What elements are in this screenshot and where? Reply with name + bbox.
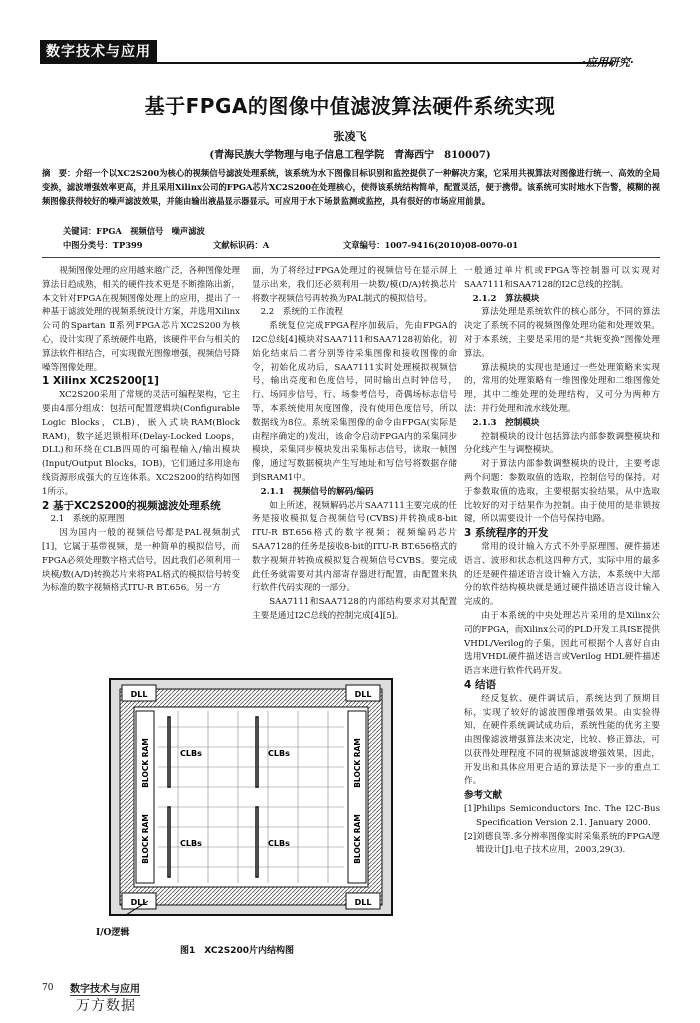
clc-number: 中图分类号：TP399 xyxy=(63,240,143,250)
references-heading: 参考文献 xyxy=(464,790,503,802)
section-heading-3: 3 系统程序的开发 xyxy=(464,527,549,540)
abstract: 摘 要：介绍一个以XC2S200为核心的视频信号滤波处理系统，该系统为水下图像目标识别和监控提供了一种解决方案，它采用共视算法对图像进行统一、高效的全局变换，滤波增强效率更高，并且采用Xilinx公司的FPGA芯片XC2S200在处理核心，使得该系统结构简单，配置灵活，便于携带。该系统可实时地水下告警，模糊的视频图像获得较好的噪声滤波效果，并能由输出液晶显示器显示。可应用于水下场景监测或监控，具有很好的市场应用前景。 xyxy=(42,168,660,206)
column-3 xyxy=(464,265,660,858)
block-ram-label: BLOCK RAM xyxy=(141,738,150,788)
paragraph: 对于算法内部参数调整模块的设计，主要考虑两个问题：参数取值的选取，控制信号的保持。对于参数取值的选取，主要根据实验结果，从中选取比较好的对于结果作为控制。由于使用的是非锁按键，所以需要设计一个信号保持电路。 xyxy=(464,459,660,525)
header-right-label: ·应用研究· xyxy=(582,56,634,69)
paper-title: 基于FPGA的图像中值滤波算法硬件系统实现 xyxy=(144,94,556,118)
paragraph: 一般通过单片机或FPGA等控制器可以实现对SAA7111和SAA7128的I2C总线的控制。 xyxy=(464,266,660,290)
affiliation: (青海民族大学物理与电子信息工程学院 青海西宁 810007) xyxy=(209,150,491,161)
section-heading-1: 1 Xilinx XC2S200[1] xyxy=(42,375,159,388)
clbs-label: CLBs xyxy=(268,749,290,758)
paragraph: 经反复软、硬件调试后，系统达到了预期目标，实现了较好的滤波图像增强效果。由实验得知，在硬件系统调试成功后，系统性能的优劣主要由图像滤波增强算法来决定，比较、修正算法，可以获得处理程度不同的视频滤波增强效果，因此，开发出和具体应用更合适的算法是下一步的重点工作。 xyxy=(464,693,660,787)
dll-label: DLL xyxy=(354,898,372,907)
ref-number: [2] xyxy=(464,831,477,842)
io-logic-label: I/O逻辑 xyxy=(96,928,130,938)
paragraph: 控制模块的设计包括算法内部参数调整模块和分化线产生与调整模块。 xyxy=(464,431,660,456)
reference-2 xyxy=(464,831,660,859)
paragraph: 系统复位完成FPGA程序加载后，先由FPGA的I2C总线[4]模块对SAA7111和SAA7128初始化，初始化结束后二者分别等待采集图像和接收图像的命令，初始化成功后，SAA7111实时处理模拟视频信号，输出亮度和色度信号，同时输出点时钟信号，行、场同步信号，行、场参考信号，奇偶场标志信号等，本系统使用灰度图像，没有使用色度信号，所以数据线为8位。系统采集图像的命令由FPGA(实际是由程序确定的)发出，该命令启动FPGA内的采集同步模块，采集同步模块发出采集标志信号，读取一帧图像，通过写数据模块产生写地址和写信号将数据存储到SRAM1中。 xyxy=(252,321,457,483)
watermark: 万方数据 xyxy=(76,998,136,1014)
paragraph: 如上所述，视频解码芯片SAA7111主要完成的任务是接收模拟复合视频信号(CVBS)并转换成8-bit ITU-R BT.656格式的数字视频；视频编码芯片SAA7128的任务是接收8-bit的ITU-R BT.656格式的数字视频并转换成模拟复合视频信号CVBS。要完成此任务就需要对其内部寄存器进行配置，由配置来执行软件代码实现的一部分。 xyxy=(252,500,457,594)
subsection-heading-2-1-3: 2.1.3 控制模块 xyxy=(472,417,540,428)
paragraph: 算法处理是系统软件的核心部分，不同的算法决定了系统不同的视频图像处理功能和处理效果。对于本系统，主要是采用的是“共轭变换”图像处理算法。 xyxy=(464,307,660,359)
subsection-heading-2-2: 2.2 系统的工作流程 xyxy=(260,307,344,318)
figure-xc2s200-structure xyxy=(108,677,394,917)
section-heading-4: 4 结语 xyxy=(464,678,496,691)
figure-caption: 图1 XC2S200片内结构图 xyxy=(180,946,295,956)
block-ram-label: BLOCK RAM xyxy=(141,814,150,864)
subsection-heading-2-1-1: 2.1.1 视频信号的解码/编码 xyxy=(260,486,374,497)
clbs-label: CLBs xyxy=(180,749,202,758)
paragraph: 常用的设计输入方式不外乎原理图、硬件描述语言、波形和状态机这四种方式，实际中用的最多的还是硬件描述语言设计输入方法，本系统中大部分的软件结构模块就是通过硬件描述语言设计输入完成的。 xyxy=(464,541,660,608)
section-tag: 数字技术与应用 xyxy=(40,40,157,64)
paragraph: 算法模块的实现也是通过一些处理策略来实现的，常用的处理策略有一维图像处理和二维图像处理，其中二维处理的处理结构，又可分为两种方法：并行处理和流水线处理。 xyxy=(464,362,660,414)
document-code: 文献标识码：A xyxy=(213,240,270,250)
reference-1 xyxy=(464,803,660,831)
ref-number: [1] xyxy=(464,804,477,815)
paragraph: 面，为了将经过FPGA处理过的视频信号在显示屏上显示出来，我们还必须利用一块数/模(D/A)转换芯片将数字视频信号再转换为PAL制式的模拟信号。 xyxy=(252,266,457,304)
column-1 xyxy=(42,265,240,596)
keywords: 关键词：FPGA 视频信号 噪声滤波 xyxy=(63,226,205,236)
paragraph: 由于本系统的中央处理芯片采用的是Xilinx公司的FPGA，而Xilinx公司的PLD开发工具ISE提供VHDL/Verilog的子集，因此可根据个人喜好自由选用VHDL硬件描述语言或Verilog HDL硬件描述语言来进行软件代码开发。 xyxy=(464,610,660,677)
block-ram-label: BLOCK RAM xyxy=(353,738,362,788)
dll-label: DLL xyxy=(130,898,148,907)
subsection-heading-2-1-2: 2.1.2 算法模块 xyxy=(472,293,540,304)
article-number: 文章编号：1007-9416(2010)08-0070-01 xyxy=(343,240,519,250)
page-number: 70 xyxy=(42,983,54,993)
footer-journal: 数字技术与应用 xyxy=(70,980,140,996)
paragraph: SAA7111和SAA7128的内部结构要求对其配置主要是通过I2C总线的控制完成[4][5]。 xyxy=(252,597,457,621)
paragraph: XC2S200采用了常规的灵活可编程架构，它主要由4部分组成：包括可配置逻辑块(Configurable Logic Blocks，CLB)，嵌入式块RAM(Block RAM)，数字延迟锁相环(Delay-Locked Loops，DLL)和环绕在CLB四周的可编程输入/输出模块(Input/Output Blocks，IOB)，它们通过多用途布线资源形成强大的互连体系。XC2S200的结构如图1所示。 xyxy=(42,390,240,497)
divider xyxy=(42,257,660,258)
block-ram-label: BLOCK RAM xyxy=(353,814,362,864)
author: 张凌飞 xyxy=(333,130,367,143)
paragraph: 视频图像处理的应用越来越广泛，各种图像处理算法日趋成熟，相关的硬件技术更是不断推陈出新，本文针对FPGA在视频图像处理上的应用，提出了一种基于滤波处理的视频系统设计方案，并选用Xilinx公司的Spartan Ⅱ系列FPGA芯片XC2S200为核心，设计实现了系统硬件电路，该硬件平台与相关的算法软件相结合，可实现微光图像增强，视频信号降噪等图像处理。 xyxy=(42,266,240,373)
section-heading-2: 2 基于XC2S200的视频滤波处理系统 xyxy=(42,499,221,512)
header-rule xyxy=(157,62,612,64)
column-2 xyxy=(252,265,457,624)
dll-label: DLL xyxy=(354,690,372,699)
paragraph: 因为国内一般的视频信号都是PAL视频制式[1]，它属于基带视频，是一种简单的模拟信号，而FPGA必须处理数字格式信号，因此我们必须利用一块模/数(A/D)转换芯片来将PAL格式的模拟信号转变为标准的数字视频格式ITU-R BT.656。另一方 xyxy=(42,528,240,594)
clbs-label: CLBs xyxy=(180,839,202,848)
clbs-label: CLBs xyxy=(268,839,290,848)
subsection-heading-2-1: 2.1 系统的原理图 xyxy=(50,514,125,525)
ref-text: 刘德良等.多分辨率图像实时采集系统的FPGA逻辑设计[J].电子技术应用，2003,29(3). xyxy=(476,831,660,856)
dll-label: DLL xyxy=(130,690,148,699)
ref-text: Philips Semiconductors Inc. The I2C-Bus Specification Version 2.1. January 2000. xyxy=(476,804,660,828)
